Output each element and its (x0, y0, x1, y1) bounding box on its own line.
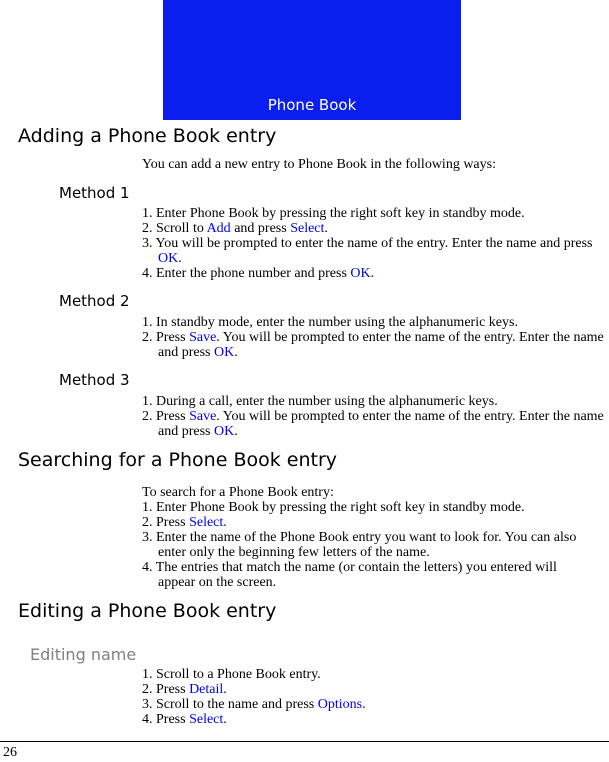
searching-step-3: 3. Enter the name of the Phone Book entry you want to look for. You can also enter only the beginning few letters of the name. (142, 530, 577, 560)
editing-step-3: 3. Scroll to the name and press Options. (142, 697, 366, 712)
method-1-step-1: 1. Enter Phone Book by pressing the right soft key in standby mode. (142, 206, 525, 221)
keyword-save: Save (189, 330, 217, 345)
method-2-steps (142, 315, 604, 360)
keyword-save: Save (189, 409, 217, 424)
keyword-add: Add (206, 221, 231, 236)
method-3-step-1: 1. During a call, enter the number using the alphanumeric keys. (142, 394, 498, 409)
method-2-step-2: 2. Press Save. You will be prompted to enter the name of the entry. Enter the name and press OK. (142, 330, 604, 360)
heading-method-3: Method 3 (59, 371, 130, 389)
heading-editing: Editing a Phone Book entry (18, 600, 277, 622)
method-1-steps (142, 206, 604, 281)
method-2-step-1: 1. In standby mode, enter the number using the alphanumeric keys. (142, 315, 518, 330)
searching-step-4: 4. The entries that match the name (or contain the letters) you entered will appear on the screen. (142, 560, 557, 590)
keyword-select: Select (189, 515, 224, 530)
adding-intro: You can add a new entry to Phone Book in the following ways: (142, 157, 496, 172)
searching-steps (142, 500, 604, 590)
heading-method-1: Method 1 (59, 184, 130, 202)
keyword-ok: OK (214, 424, 235, 439)
keyword-select: Select (290, 221, 325, 236)
searching-step-1: 1. Enter Phone Book by pressing the right soft key in standby mode. (142, 500, 525, 515)
keyword-options: Options (317, 697, 363, 712)
heading-method-2: Method 2 (59, 292, 130, 310)
method-1-step-3: 3. You will be prompted to enter the name of the entry. Enter the name and press OK. (142, 236, 593, 266)
method-3-steps (142, 394, 604, 439)
phone-book-banner (163, 0, 461, 120)
keyword-ok: OK (214, 345, 235, 360)
heading-adding: Adding a Phone Book entry (18, 125, 277, 147)
keyword-ok: OK (350, 266, 371, 281)
banner-title: Phone Book (267, 96, 357, 114)
method-3-step-2: 2. Press Save. You will be prompted to enter the name of the entry. Enter the name and press OK. (142, 409, 604, 439)
keyword-detail: Detail (189, 682, 224, 697)
editing-step-4: 4. Press Select. (142, 712, 227, 727)
editing-step-2: 2. Press Detail. (142, 682, 227, 697)
searching-intro: To search for a Phone Book entry: (142, 485, 334, 500)
editing-steps (142, 667, 604, 727)
footer-rule (0, 741, 609, 742)
heading-editing-name: Editing name (30, 645, 137, 664)
heading-searching: Searching for a Phone Book entry (18, 449, 338, 471)
method-1-step-4: 4. Enter the phone number and press OK. (142, 266, 375, 281)
editing-step-1: 1. Scroll to a Phone Book entry. (142, 667, 321, 682)
keyword-ok: OK (158, 251, 179, 266)
searching-step-2: 2. Press Select. (142, 515, 227, 530)
keyword-select: Select (189, 712, 224, 727)
method-1-step-2: 2. Scroll to Add and press Select. (142, 221, 328, 236)
page-number: 26 (3, 745, 17, 760)
